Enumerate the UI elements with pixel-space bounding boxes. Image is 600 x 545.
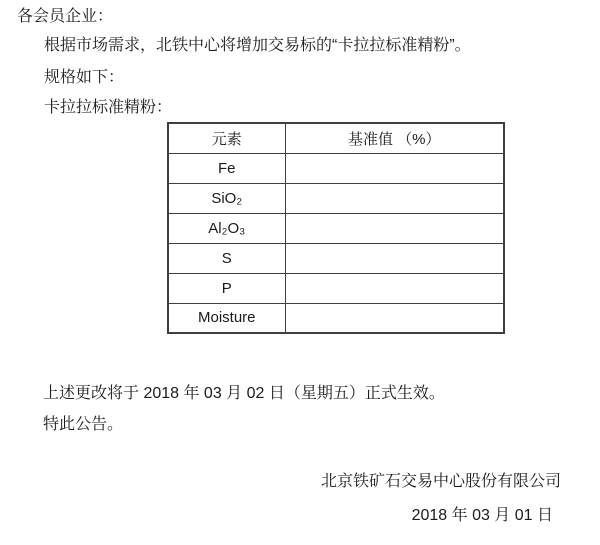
table-header-value: 基准值 （%） [285, 123, 504, 153]
table-row [168, 243, 504, 273]
spec-label: 规格如下： [44, 69, 125, 86]
spec-table [167, 122, 505, 334]
signature-date: 2018 年 03 月 01 日 [411, 507, 553, 524]
element-cell-s: S [168, 243, 285, 273]
element-cell-al2o3: Al₂O₃ [168, 213, 285, 243]
table-row [168, 183, 504, 213]
element-cell-sio2: SiO₂ [168, 183, 285, 213]
intro-paragraph: 根据市场需求，北铁中心将增加交易标的“卡拉拉标准精粉”。 [44, 37, 471, 54]
salutation: 各会员企业： [17, 8, 114, 25]
value-cell-moisture [285, 303, 504, 333]
table-row [168, 213, 504, 243]
table-row [168, 153, 504, 183]
element-cell-p: P [168, 273, 285, 303]
table-header-element: 元素 [168, 123, 285, 153]
table-header-row [168, 123, 504, 153]
element-cell-fe: Fe [168, 153, 285, 183]
effective-date-paragraph: 上述更改将于 2018 年 03 月 02 日（星期五）正式生效。 [43, 385, 445, 402]
table-row [168, 303, 504, 333]
value-cell-fe [285, 153, 504, 183]
company-signature: 北京铁矿石交易中心股份有限公司 [320, 473, 561, 490]
table-row [168, 273, 504, 303]
value-cell-sio2 [285, 183, 504, 213]
element-cell-moisture: Moisture [168, 303, 285, 333]
product-label: 卡拉拉标准精粉： [44, 99, 173, 116]
value-cell-s [285, 243, 504, 273]
closing-paragraph: 特此公告。 [43, 416, 124, 433]
value-cell-p [285, 273, 504, 303]
value-cell-al2o3 [285, 213, 504, 243]
